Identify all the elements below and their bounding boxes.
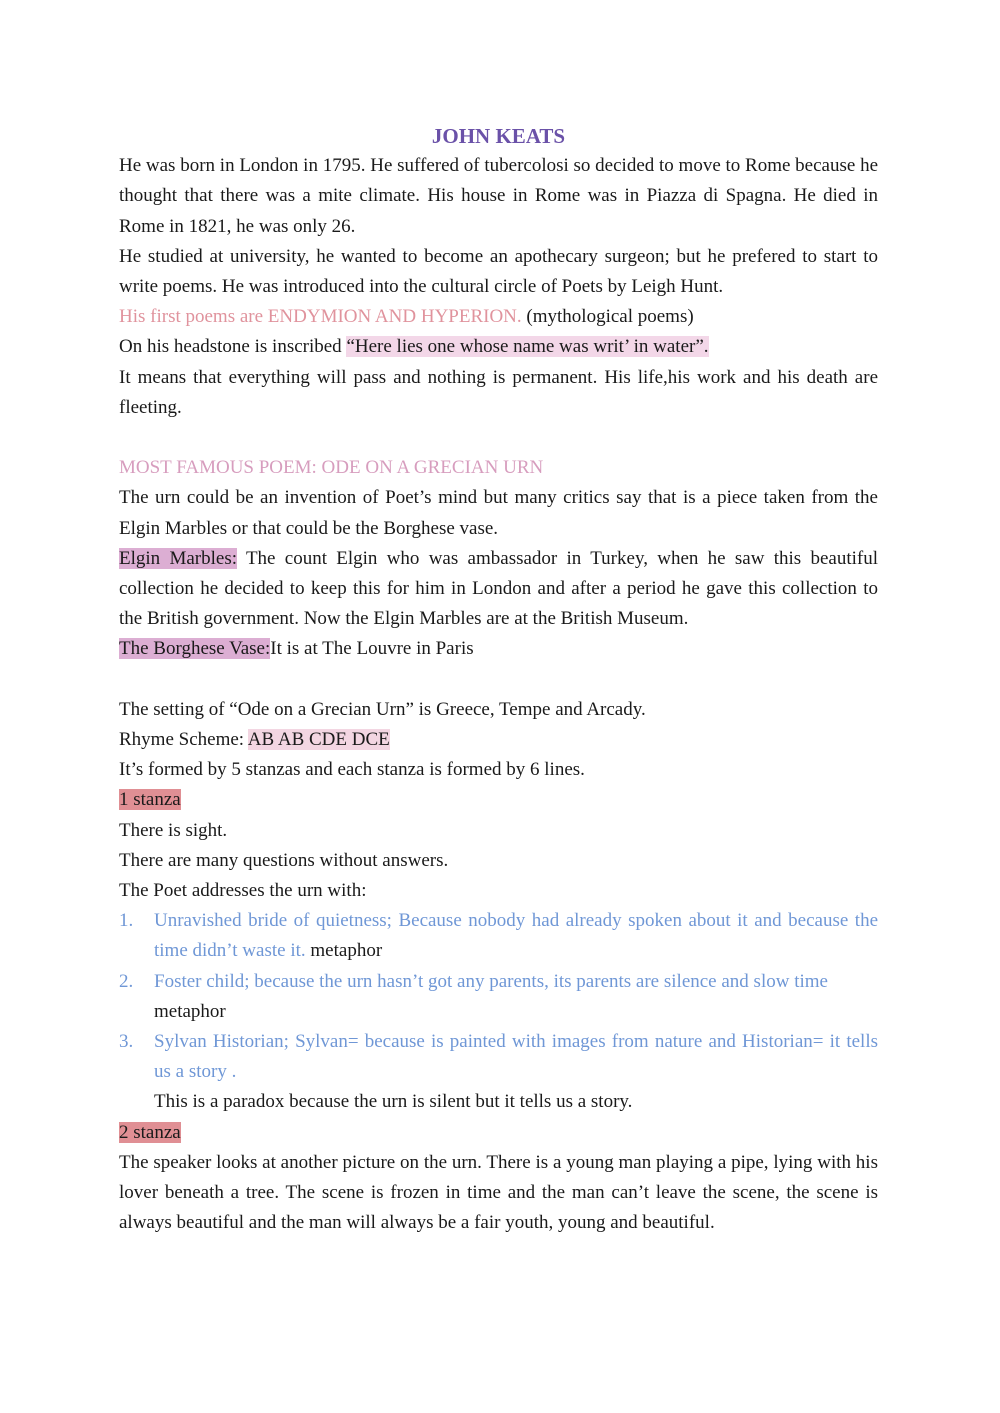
list-item-tail: metaphor [305,940,383,962]
list-item-tail: metaphor [154,1000,226,1022]
spacer [119,423,878,453]
stanza-1-label: 1 stanza [119,789,181,811]
elgin-paragraph [119,544,878,635]
first-poems-text: His first poems are ENDYMION AND HYPERION. [119,306,522,328]
spacer [119,665,878,695]
paradox-line: This is a paradox because the urn is silent but it tells us a story. [154,1091,633,1113]
list-item [119,967,878,1027]
list-number: 2. [119,970,134,992]
list-item-text: Sylvan Historian; Sylvan= because is painted with images from nature and Historian= it tells us a story . [154,1031,878,1083]
stanza-1-line: There are many questions without answers. [119,849,449,871]
list-item [119,906,878,966]
meaning-paragraph: It means that everything will pass and nothing is permanent. His life,his work and his death are fleeting. [119,366,878,418]
headstone-quote: “Here lies one whose name was writ’ in water”. [346,336,709,358]
urn-origin-paragraph: The urn could be an invention of Poet’s mind but many critics say that is a piece taken from the Elgin Marbles or that could be the Borghese vase. [119,487,878,539]
list-item-text: Unravished bride of quietness; Because nobody had already spoken about it and because the time didn’t waste it. [154,910,878,962]
elgin-label: Elgin Marbles: [119,547,237,569]
first-poems-note: (mythological poems) [521,306,694,328]
headstone-intro: On his headstone is inscribed [119,336,347,358]
stanza-1-heading-line [119,785,878,815]
bio-paragraph-1: He was born in London in 1795. He suffered of tubercolosi so decided to move to Rome because he thought that there was a mite climate. His house in Rome was in Piazza di Spagna. He died in Rome in 1821, he was only 26. [119,155,878,237]
borghese-label: The Borghese Vase: [119,638,271,660]
section-heading-famous-poem: MOST FAMOUS POEM: ODE ON A GRECIAN URN [119,457,544,479]
stanza-1-line: The Poet addresses the urn with: [119,880,367,902]
stanza-2-paragraph: The speaker looks at another picture on the urn. There is a young man playing a pipe, lying with his lover beneath a tree. The scene is frozen in time and the man can’t leave the scene, the scene is always beautiful and the man will always be a fair youth, young and beautiful. [119,1151,878,1234]
setting-line: The setting of “Ode on a Grecian Urn” is Greece, Tempe and Arcady. [119,698,646,720]
list-number: 1. [119,910,134,932]
structure-line: It’s formed by 5 stanzas and each stanza is formed by 6 lines. [119,759,585,781]
list-item [119,1027,878,1087]
stanza-2-heading-line [119,1118,878,1148]
stanza-2-label: 2 stanza [119,1121,181,1143]
list-number: 3. [119,1031,134,1053]
borghese-paragraph [119,634,878,664]
document-page [119,121,878,1238]
rhyme-line [119,725,878,755]
address-list [119,906,878,1087]
headstone-line [119,332,878,362]
rhyme-label: Rhyme Scheme: [119,729,248,751]
first-poems-line [119,302,878,332]
stanza-1-line: There is sight. [119,819,228,841]
list-item-text: Foster child; because the urn hasn’t got any parents, its parents are silence and slow time [154,970,828,992]
page-title: JOHN KEATS [431,124,566,148]
rhyme-value: AB AB CDE DCE [247,729,390,751]
borghese-text: It is at The Louvre in Paris [270,638,474,660]
elgin-text: The count Elgin who was ambassador in Turkey, when he saw this beautiful collection he decided to keep this for him in London and after a period he gave this collection to the British government. Now the Elgin Marbles are at the British Museum. [119,547,879,630]
bio-paragraph-2: He studied at university, he wanted to become an apothecary surgeon; but he prefered to start to write poems. He was introduced into the cultural circle of Poets by Leigh Hunt. [119,245,878,298]
